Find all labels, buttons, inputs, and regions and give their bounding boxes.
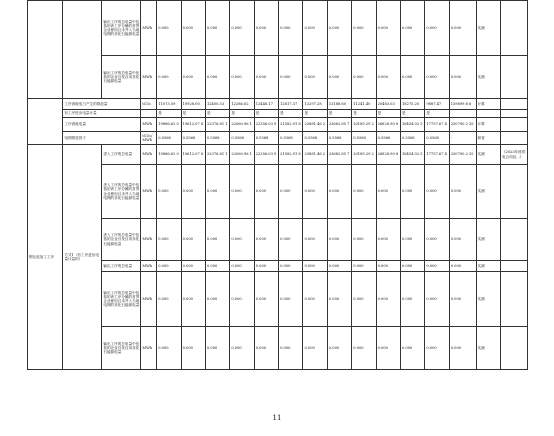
- row-label: 输出工序的总电量中包括的该工序分摊的首界企业使用且未并入当地电网的非化石能源电量: [102, 272, 141, 327]
- source-note: 《2023年度供电合同及...》: [500, 145, 527, 165]
- table-row: 输出工序的总电量中包括的企业自发自用非化石能源电量 MWh 0.000 0.000 0.000 0.000 0.000 0.000 0.000 0.000 0.000 0.000 0.000 0.000 0.000 实测: [28, 327, 528, 370]
- table-row: 进入工序的总电量中包括的该工序分摊的首界企业使用且未并入当地电网的非化石能源电量 MWh 0.000 0.000 0.000 0.000 0.000 0.000 0.000 0.000 0.000 0.000 0.000 0.000 0.000 实测: [28, 165, 528, 219]
- table-row: 输出工序的总电量中包括的该工序分摊的首界企业使用且未并入当地电网的非化石能源电量 MWh 0.000 0.000 0.000 0.000 0.000 0.000 0.000 0.000 0.000 0.000 0.000 0.000 0.000 实测: [28, 1, 528, 56]
- data-table: [27, 0, 528, 370]
- page-number: 11: [272, 414, 282, 422]
- table-row: 有工序进出电量计量 是 是 是 是 是 是 是 是 是 是 是 是: [28, 110, 528, 118]
- row-label: 有工序进出电量计量: [63, 110, 141, 118]
- row-label: 工序消耗电量: [63, 118, 141, 132]
- table-row: 输出工序的总电量 MWh 0.000 0.000 0.000 0.000 0.000 0.000 0.000 0.000 0.000 0.000 0.000 0.000 0.000 实测: [28, 261, 528, 272]
- row-label: 进入工序的总电量中包括的企业自发自用非化石能源电量: [102, 219, 141, 261]
- method-label: 方式1（有工序进出电量计量的）: [63, 145, 102, 370]
- row-label: 进入工序的总电量: [102, 145, 141, 165]
- table-row: 钢压延加工工序 方式1（有工序进出电量计量的） 进入工序的总电量 MWh 19886.62 0 19612.07 8 22376.81 1 22060.96 1 22356.03 9 21582.91 8 23881.46 2 23682.85 7 20189.29 2 26828.90 8 16454.02 5 17757.67 4 250790.2 35 实测 《2023年度供电合同及...》: [28, 145, 528, 165]
- row-label: 输出工序的总电量: [102, 261, 141, 272]
- table-row: 工序消耗电量 MWh 19886.62 0 19612.07 8 22376.81 1 22060.96 1 22356.03 9 21582.91 8 23881.46 2 23682.85 7 20189.29 2 26828.90 8 16454.02 5 17757.67 4 250790.2 35 计算: [28, 118, 528, 132]
- table-row: 工序消耗电力产生的排放量 tCO₂ 11073.59 19928.00 12400.53 12286.82 12446.17 12817.37 13297.28 13188.60 11241.40 20483.03 18275.20 9887.47 159899.8 6 计算: [28, 99, 528, 110]
- table-row: 进入工序的总电量中包括的企业自发自用非化石能源电量 MWh 0.000 0.000 0.000 0.000 0.000 0.000 0.000 0.000 0.000 0.000 0.000 0.000 0.000 实测: [28, 219, 528, 261]
- table-row: 输出工序的总电量中包括的该工序分摊的首界企业使用且未并入当地电网的非化石能源电量 MWh 0.000 0.000 0.000 0.000 0.000 0.000 0.000 0.000 0.000 0.000 0.000 0.000 0.000 实测: [28, 272, 528, 327]
- row-label: 输出工序的总电量中包括的该工序分摊的首界企业使用且未并入当地电网的非化石能源电量: [102, 1, 141, 56]
- blank-cell: [63, 1, 102, 99]
- row-label: 电网排放因子: [63, 132, 141, 145]
- process-name: 钢压延加工工序: [28, 145, 63, 370]
- table-row: 输出工序的总电量中包括的企业自发自用非化石能源电量 MWh 0.000 0.000 0.000 0.000 0.000 0.000 0.000 0.000 0.000 0.000 0.000 0.000 0.000 实测: [28, 56, 528, 99]
- row-label: 工序消耗电力产生的排放量: [63, 99, 141, 110]
- table-row: 电网排放因子 tCO₂/MWh 0.5568 0.5568 0.5568 0.5568 0.5568 0.5568 0.5568 0.5568 0.5568 0.5568 0.5568 0.5568 - 缺省: [28, 132, 528, 145]
- row-label: 进入工序的总电量中包括的该工序分摊的首界企业使用且未并入当地电网的非化石能源电量: [102, 165, 141, 219]
- row-label: 输出工序的总电量中包括的企业自发自用非化石能源电量: [102, 56, 141, 99]
- row-label: 输出工序的总电量中包括的企业自发自用非化石能源电量: [102, 327, 141, 370]
- blank-cell: [28, 1, 63, 99]
